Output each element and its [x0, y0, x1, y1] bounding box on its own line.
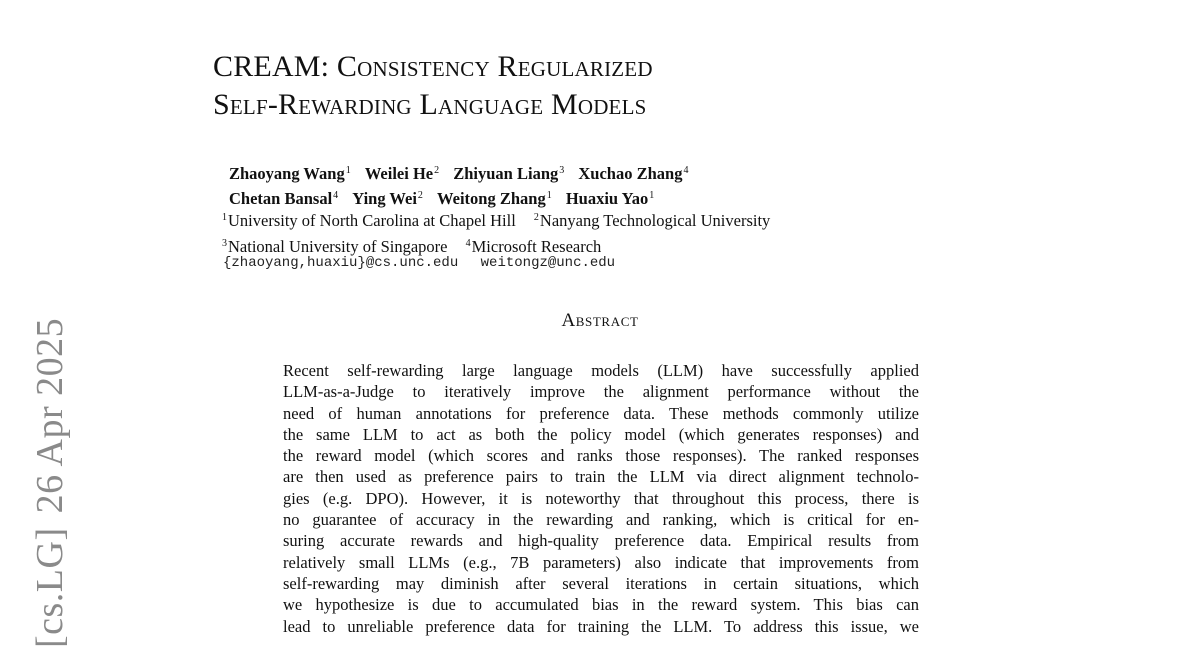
abstract-line: self-rewarding may diminish after several iterations in certain situations, which: [283, 573, 919, 593]
arxiv-identifier: [28, 318, 72, 648]
arxiv-date: 26 Apr 2025: [29, 317, 71, 514]
affiliation-row-1: [222, 206, 982, 232]
abstract-line: gies (e.g. DPO). However, it is noteworthy that throughout this process, there is: [283, 488, 919, 508]
author: Zhaoyang Wang$^1$: [229, 164, 351, 183]
abstract-line: LLM-as-a-Judge to iteratively improve the alignment performance without the: [283, 382, 919, 402]
abstract-text: [283, 360, 919, 637]
paper-title: [213, 48, 913, 124]
abstract-line: suring accurate rewards and high-quality preference data. Empirical results from: [283, 531, 919, 551]
author-row-1: [229, 160, 989, 185]
author: Ying Wei$^2$: [352, 189, 423, 208]
abstract-line: need of human annotations for preference data. These methods commonly utilize: [283, 403, 919, 423]
email-address[interactable]: weitongz@unc.edu: [480, 255, 616, 271]
abstract-line: Recent self-rewarding large language models (LLM) have successfully applied: [283, 361, 919, 380]
arxiv-category: [cs.LG]: [29, 527, 71, 648]
affiliation: $^2$Nanyang Technological University: [533, 211, 771, 230]
abstract-line: are then used as preference pairs to train the LLM via direct alignment technolo-: [283, 467, 919, 487]
affiliation-list: [222, 206, 982, 258]
abstract-line: the same LLM to act as both the policy model (which generates responses) and: [283, 424, 919, 444]
abstract-line: relatively small LLMs (e.g., 7B parameters) also indicate that improvements from: [283, 552, 919, 572]
abstract-line: we hypothesize is due to accumulated bias in the reward system. This bias can: [283, 595, 919, 615]
author: Huaxiu Yao$^1$: [565, 189, 655, 208]
abstract-heading: Abstract: [561, 310, 639, 331]
abstract-line: no guarantee of accuracy in the rewarding and ranking, which is critical for en-: [283, 510, 919, 530]
affiliation: $^3$National University of Singapore: [222, 237, 448, 256]
author: Xuchao Zhang$^4$: [578, 164, 689, 183]
affiliation: $^4$Microsoft Research: [465, 237, 602, 256]
paper-title-line-1: CREAM: Consistency Regularized: [213, 50, 653, 83]
abstract-line: lead to unreliable preference data for training the LLM. To address this issue, we: [283, 616, 919, 636]
abstract-line: the reward model (which scores and ranks those responses). The ranked responses: [283, 446, 919, 466]
contact-emails: [223, 253, 629, 273]
paper-title-line-2: Self-Rewarding Language Models: [213, 88, 647, 121]
author-list: [229, 160, 989, 210]
author: Zhiyuan Liang$^3$: [453, 164, 565, 183]
author: Weilei He$^2$: [364, 164, 440, 183]
affiliation: $^1$University of North Carolina at Chapel Hill: [222, 211, 516, 230]
author: Chetan Bansal$^4$: [229, 189, 339, 208]
author: Weitong Zhang$^1$: [437, 189, 552, 208]
email-address[interactable]: {zhaoyang,huaxiu}@cs.unc.edu: [223, 255, 459, 271]
